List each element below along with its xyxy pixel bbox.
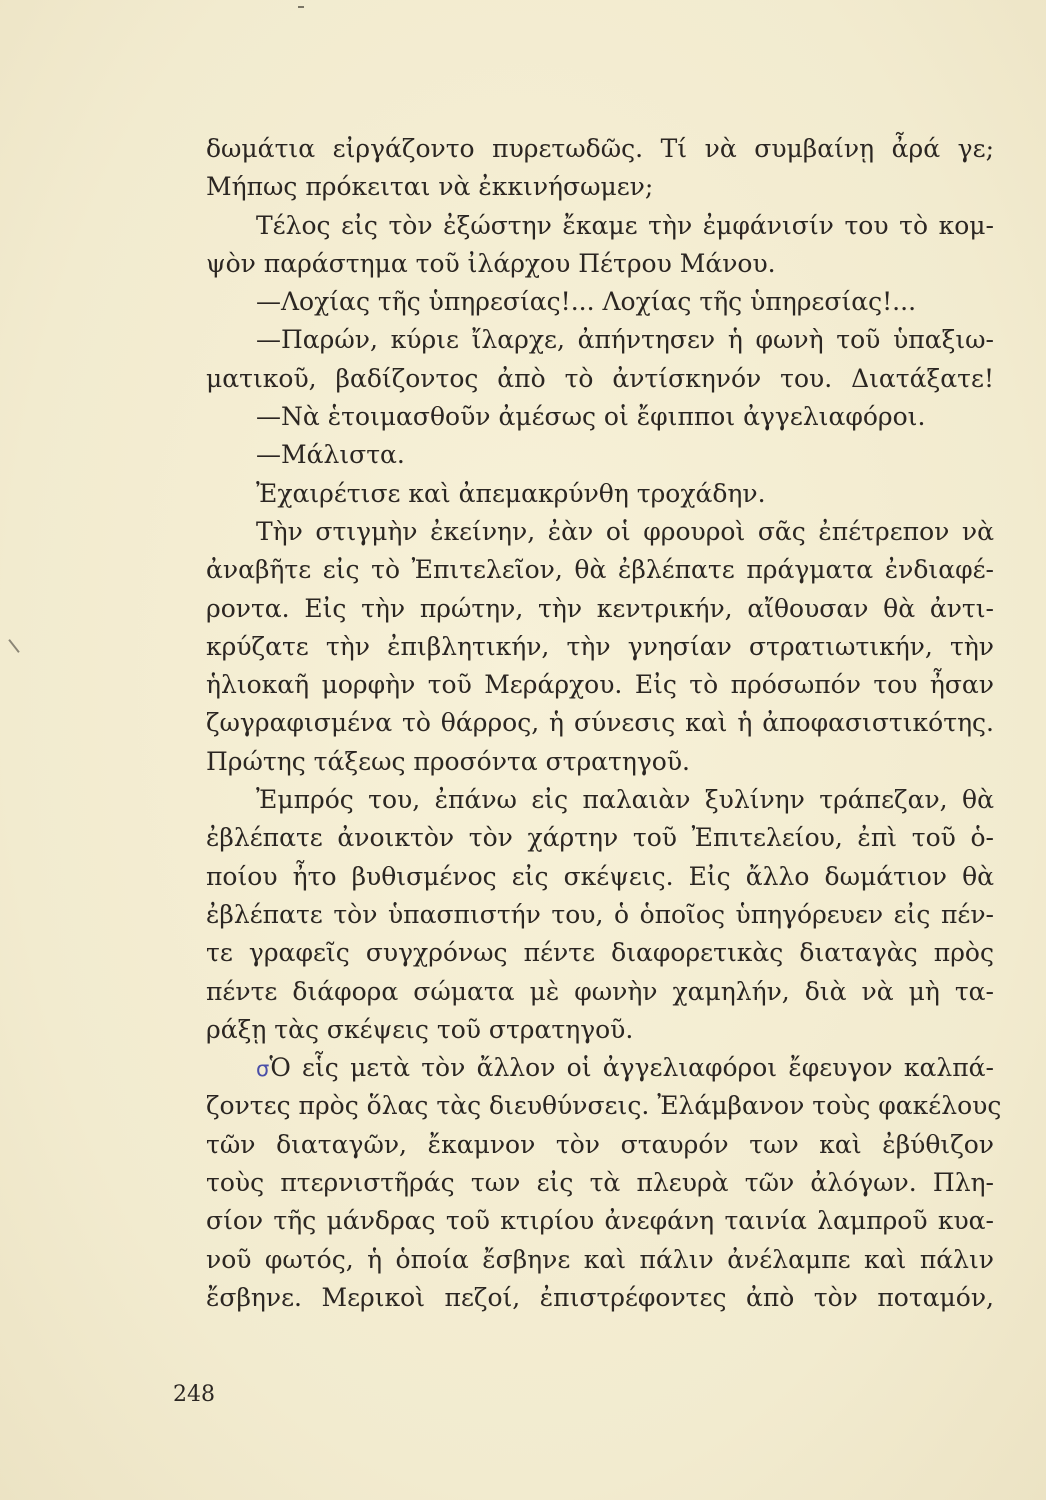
page-number: 248 [173,1382,215,1407]
text-line: Μήπως πρόκειται νὰ ἐκκινήσωμεν; [206,172,654,202]
dialogue-line: —Νὰ ἑτοιμασθοῦν ἀμέσως οἱ ἔφιπποι ἀγγελιαφόροι. [256,402,926,432]
text-line: ἀναβῆτε εἰς τὸ Ἐπιτελεῖον, θὰ ἐβλέπατε πράγματα ἐνδιαφέ- [206,555,994,585]
text-line: ζοντες πρὸς ὅλας τὰς διευθύνσεις. Ἐλάμβανον τοὺς φακέλους [206,1091,1002,1121]
text-line: κρύζατε τὴν ἐπιβλητικήν, τὴν γνησίαν στρατιωτικήν, τὴν [206,631,994,661]
text-line: ζωγραφισμένα τὸ θάρρος, ἡ σύνεσις καὶ ἡ ἀποφασιστικότης. [206,708,994,738]
body-text [206,130,1002,1317]
dialogue-line: —Παρών, κύριε ἴλαρχε, ἀπήντησεν ἡ φωνὴ τοῦ ὑπαξιω- [256,325,994,355]
text-line: ἐβλέπατε ἀνοικτὸν τὸν χάρτην τοῦ Ἐπιτελείου, ἐπὶ τοῦ ὁ- [206,823,994,853]
text-line [206,1049,994,1087]
text-line: ἡλιοκαῆ μορφὴν τοῦ Μεράρχου. Εἰς τὸ πρόσωπόν του ἦσαν [206,670,994,700]
text-line: νοῦ φωτός, ἡ ὁποία ἔσβηνε καὶ πάλιν ἀνέλαμπε καὶ πάλιν [206,1244,994,1274]
text-line: ἐβλέπατε τὸν ὑπασπιστήν του, ὁ ὁποῖος ὑπηγόρευεν εἰς πέν- [206,899,994,929]
text-line: τῶν διαταγῶν, ἔκαμνον τὸν σταυρόν των καὶ ἐβύθιζον [206,1129,994,1159]
text-line: ἔσβηνε. Μερικοὶ πεζοί, ἐπιστρέφοντες ἀπὸ τὸν ποταμόν, [206,1282,994,1312]
margin-pencil-mark [8,639,19,653]
text-line: ψὸν παράστημα τοῦ ἰλάρχου Πέτρου Μάνου. [206,248,776,278]
margin-note-mark: σ [256,1057,270,1082]
dialogue-line: —Λοχίας τῆς ὑπηρεσίας!... Λοχίας τῆς ὑπηρεσίας!... [256,287,917,317]
text-line: Ἐμπρός του, ἐπάνω εἰς παλαιὰν ξυλίνην τράπεζαν, θὰ [256,785,994,815]
dialogue-line: —Μάλιστα. [256,440,405,470]
text-line: τοὺς πτερνιστῆράς των εἰς τὰ πλευρὰ τῶν ἀλόγων. Πλη- [206,1168,994,1198]
text-line: ράξῃ τὰς σκέψεις τοῦ στρατηγοῦ. [206,1014,634,1044]
text-line: δωμάτια εἰργάζοντο πυρετωδῶς. Τί νὰ συμβαίνῃ ἆρά γε; [206,134,994,163]
text-line: Τέλος εἰς τὸν ἐξώστην ἔκαμε τὴν ἐμφάνισίν του τὸ κομ- [256,210,994,240]
text-line: τε γραφεῖς συγχρόνως πέντε διαφορετικὰς διαταγὰς πρὸς [206,938,994,968]
text-line: ροντα. Εἰς τὴν πρώτην, τὴν κεντρικήν, αἴθουσαν θὰ ἀντι- [206,593,994,623]
text-line: σίον τῆς μάνδρας τοῦ κτιρίου ἀνεφάνη ταινία λαμπροῦ κυα- [206,1206,994,1236]
text-line: Τὴν στιγμὴν ἐκείνην, ἐὰν οἱ φρουροὶ σᾶς ἐπέτρεπον νὰ [256,516,994,546]
text-line: Ἐχαιρέτισε καὶ ἀπεμακρύνθη τροχάδην. [256,478,766,508]
print-speck [298,6,304,8]
text-line: πέντε διάφορα σώματα μὲ φωνὴν χαμηλήν, διὰ νὰ μὴ τα- [206,976,994,1006]
text-line-content: Ὁ εἷς μετὰ τὸν ἄλλον οἱ ἀγγελιαφόροι ἔφευγον καλπά- [269,1053,994,1083]
text-line: ποίου ἦτο βυθισμένος εἰς σκέψεις. Εἰς ἄλλο δωμάτιον θὰ [206,861,994,891]
text-line: Πρώτης τάξεως προσόντα στρατηγοῦ. [206,746,690,776]
text-line: ματικοῦ, βαδίζοντος ἀπὸ τὸ ἀντίσκηνόν του. Διατάξατε! [206,363,994,393]
